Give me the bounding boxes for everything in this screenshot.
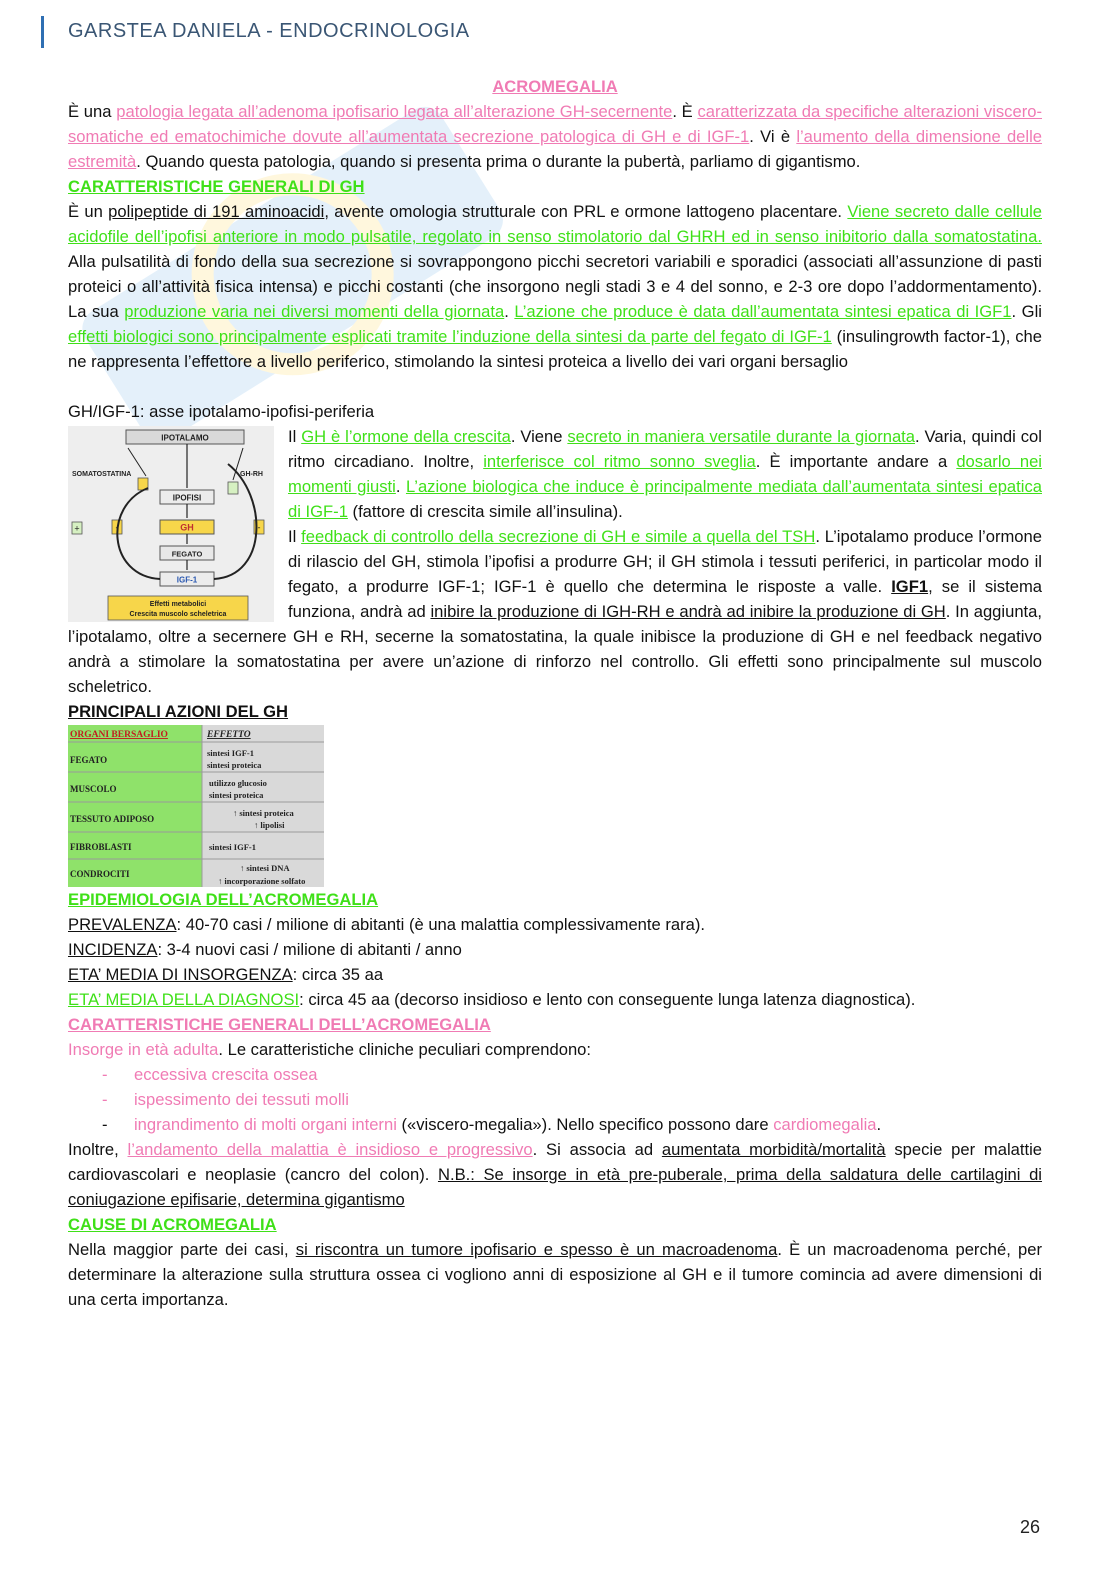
table-effect-muscle-1: utilizzo glucosio xyxy=(209,778,267,788)
table-effect-muscle-2: sintesi proteica xyxy=(209,790,264,800)
table-effect-chondrocytes-2: ↑ incorporazione solfato xyxy=(218,876,306,886)
table-organ-chondrocytes: CONDROCITI xyxy=(70,869,130,879)
diagram-pituitary: IPOFISI xyxy=(172,493,202,503)
diagram-minus-sign-right: - xyxy=(257,522,261,533)
diagram-hypothalamus: IPOTALAMO xyxy=(161,433,209,443)
section-title-features: CARATTERISTICHE GENERALI DELL’ACROMEGALIA xyxy=(68,1015,491,1034)
header-title: GARSTEA DANIELA - ENDOCRINOLOGIA xyxy=(68,20,470,42)
page-content xyxy=(68,74,1042,1312)
diagram-gh: GH xyxy=(180,522,194,533)
header-accent-bar xyxy=(41,16,44,48)
list-item: - ispessimento dei tessuti molli xyxy=(68,1087,1042,1112)
causes-paragraph: Nella maggior parte dei casi, si riscontra un tumore ipofisario e spesso è un macroadenoma. È un macroadenoma perché, per determinare la alterazione sulla struttura ossea ci vogliono anni di esposizione al GH e il tumore comincia ad avere dimensioni di una certa importanza. xyxy=(68,1240,1042,1309)
paragraph-axis: Il GH è l’ormone della crescita. Viene secreto in maniera versatile durante la giornata. Varia, quindi col ritmo circadiano. Inoltre, interferisce col ritmo sonno sveglia. È importante andare a dosarlo nei momenti giusti. L’azione biologica che induce è principalmente mediata dall’aumentata sintesi epatica di IGF-1 (fattore di crescita simile all’insulina). xyxy=(288,427,1042,521)
table-effect-fibroblasts-1: sintesi IGF-1 xyxy=(209,842,256,852)
gh-actions-table xyxy=(68,725,324,887)
page-number: 26 xyxy=(1020,1517,1041,1537)
table-effect-liver-1: sintesi IGF-1 xyxy=(207,748,254,758)
paragraph-gh: È un polipeptide di 191 aminoacidi, avente omologia strutturale con PRL e ormone lattogeno placentare. Viene secreto dalle cellule acidofile dell’ipofisi anteriore in modo pulsatile, regolato in senso stimolatorio dal GHRH ed in senso inibitorio dalla somatostatina. Alla pulsatilità di fondo della sua secrezione si sovrappongono picchi secretori variabili e sporadici (associati all’assunzione di pasti proteici o all’attività fisica intensa) e picchi costanti (che insorgono negli stadi 3 e 4 del sonno, e 2-3 ore dopo l’addormentamento). La sua produzione varia nei diversi momenti della giornata. L’azione che produce è data dall’aumentata sintesi epatica di IGF1. Gli effetti biologici sono principalmente esplicati tramite l’induzione della sintesi da parte del fegato di IGF-1 (insulingrowth factor-1), che ne rappresenta l’effettore a livello periferico, stimolando la sintesi proteica a livello dei vari organi bersaglio xyxy=(68,202,1042,371)
diagram-effects-2: Crescita muscolo scheletrica xyxy=(129,611,227,618)
features-intro: Insorge in età adulta. Le caratteristiche cliniche peculiari comprendono: xyxy=(68,1040,592,1059)
table-effect-adipose-1: ↑ sintesi proteica xyxy=(233,808,294,818)
list-item: - eccessiva crescita ossea xyxy=(68,1062,1042,1087)
epi-prevalence: PREVALENZA: 40-70 casi / milione di abitanti (è una malattia complessivamente rara). xyxy=(68,915,705,934)
diagram-ghrh: GH-RH xyxy=(240,471,263,478)
diagram-effects-1: Effetti metabolici xyxy=(149,601,207,608)
diagram-somatostatin: SOMATOSTATINA xyxy=(72,471,132,478)
section-title-axis: GH/IGF-1: asse ipotalamo-ipofisi-periferia xyxy=(68,402,375,421)
table-header-effect: EFFETTO xyxy=(207,730,251,740)
list-item: - ingrandimento di molti organi interni («viscero-megalia»). Nello specifico possono dare cardiomegalia. xyxy=(68,1112,1042,1137)
features-list xyxy=(68,1062,1042,1137)
epi-onset-age: ETA’ MEDIA DI INSORGENZA: circa 35 aa xyxy=(68,965,384,984)
table-organ-adipose: TESSUTO ADIPOSO xyxy=(70,814,155,824)
features-paragraph: Inoltre, l’andamento della malattia è insidioso e progressivo. Si associa ad aumentata morbidità/mortalità specie per malattie cardiovascolari e neoplasie (cancro del colon). N.B.: Se insorge in età pre-puberale, prima della saldatura delle cartilagini di coniugazione epifisarie, determina gigantismo xyxy=(68,1140,1043,1209)
section-title-gh: CARATTERISTICHE GENERALI DI GH xyxy=(68,177,365,196)
diagram-minus-sign-left: - xyxy=(115,522,119,533)
table-organ-fibroblasts: FIBROBLASTI xyxy=(70,842,132,852)
diagram-liver: FEGATO xyxy=(171,549,203,559)
table-header-organs: ORGANI BERSAGLIO xyxy=(70,730,168,740)
gh-axis-diagram xyxy=(68,426,274,622)
section-title-acromegalia: ACROMEGALIA xyxy=(492,77,618,96)
section-title-epidemiology: EPIDEMIOLOGIA DELL’ACROMEGALIA xyxy=(68,890,379,909)
table-organ-liver: FEGATO xyxy=(70,755,108,765)
table-effect-chondrocytes-1: ↑ sintesi DNA xyxy=(240,863,290,873)
section-title-actions: PRINCIPALI AZIONI DEL GH xyxy=(68,702,289,721)
table-effect-liver-2: sintesi proteica xyxy=(207,760,262,770)
table-effect-adipose-2: ↑ lipolisi xyxy=(254,820,285,830)
diagram-plus-sign: + xyxy=(74,523,80,534)
paragraph-intro: È una patologia legata all’adenoma ipofisario legata all’alterazione GH-secernente. È caratterizzata da specifiche alterazioni viscero-somatiche ed ematochimiche dovute all’aumentata secrezione patologica di GH e di IGF-1. Vi è l’aumento della dimensione delle estremità. Quando questa patologia, quando si presenta prima o durante la pubertà, parliamo di gigantismo. xyxy=(68,102,1043,171)
diagram-igf: IGF-1 xyxy=(176,575,198,585)
section-title-causes: CAUSE DI ACROMEGALIA xyxy=(68,1215,277,1234)
table-organ-muscle: MUSCOLO xyxy=(70,784,117,794)
epi-incidence: INCIDENZA: 3-4 nuovi casi / milione di abitanti / anno xyxy=(68,940,462,959)
epi-diagnosis-age: ETA’ MEDIA DELLA DIAGNOSI: circa 45 aa (decorso insidioso e lento con conseguente lunga latenza diagnostica). xyxy=(68,990,916,1009)
paragraph-feedback: Il feedback di controllo della secrezione di GH e simile a quella del TSH. L’ipotalamo produce l’ormone di rilascio del GH, stimola l’ipofisi a produrre GH; il GH stimola i tessuti periferici, in particolar modo il fegato, a produrre IGF-1; IGF-1 è quello che determina le risposte a valle. IGF1, se il sistema funziona, andrà ad inibire la produzione di IGH-RH e andrà ad inibire la produzione di GH. In aggiunta, l’ipotalamo, oltre a secernere GH e RH, secerne la somatostatina, la quale inibisce la produzione di GH e nel feedback negativo andrà a stimolare la somatostatina per avere un’azione di rinforzo nel controllo. Gli effetti sono principalmente sul muscolo scheletrico. xyxy=(68,527,1043,696)
